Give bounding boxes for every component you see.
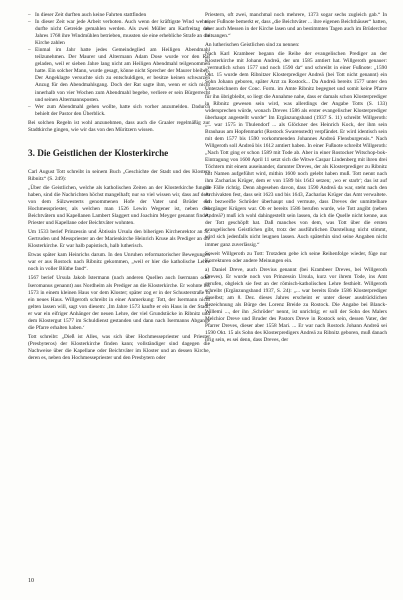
paragraph: a) Daniel Dreve, auch Drevius genannt (bei Krambeer Dreves, bei Willgeroth Dreves). Er wurde noch von Prinzessin Ursula, kurz vor ihrem Tode, ins Amt gerufen, obgleich sie fest an der römisch-katholischen Lehre festhielt. Willgeroth schreibt (Ergänzungsband 1937, S. 24): „... war bereits Ende 1586 Klosterprediger daselbst; am 8. Dez. dieses Jahres erscheint er unter dieser ausdrücklichen Bezeichnung als Bürge des Lorenz Breide zu Rostock. Die Angabe bei Blanck-Willemi ..., der ihn ‚Schröder‘ nennt, ist unrichtig; er soll der Sohn des Malers Melchior Dreve und Bruder des Pastors Dreve in Rostock sein, dessen Vater, der Pfarrer Dreves, dieser aber 1558 Mari. ... Er war nach Rostock Johann Andreä sei 1590 Okt. 15 als Sohn des Klosterpredigers Andreä zu Ribnitz geboren, muß danach irrig sein, es sei denn, dass Dreves, der [205,266,387,344]
paragraph: Etwas später kam Heinrichs darum. In den Unruhen reformatorischer Bewegungen war er aus Rostock nach Ribnitz gekommen, „weil er hier die katholische Lehre noch in voller Blüthe fand“. [28,252,210,273]
list-item: – In dieser Zeit durften auch keine Fahrten stattfinden [28,12,210,19]
page-number: 10 [28,578,34,584]
paragraph: Nach Karl Krambeer begann die Reihe der evangelischen Prediger an der Klosterkirche mit Johann Andreä, der um 1585 amtiert hat. Willgeroth genauer: „vermutlich schon 1577 und noch 1590 da“ und schreibt in einer Fußnote: „1590 Okt. 15 wurde dem Ribnitzer Klosterprediger Andreä (bei Tott nicht genannt) ein Sohn Johann geboren, später Arzt zu Rostock... Da Andreä bereits 1577 unter den Unterzeichnern der Conc. Form. im Amte Ribnitz begegnet und somit keine Pfarre für ihn übrigbleibt, so liegt die Annahme nahe, dass er damals schon Klosterprediger in Ribnitz gewesen sein wird, was allerdings der Angabe Totts (S. 133) widersprechen würde, wonach Dreves 1586 als erster evangelischer Klosterprediger überhaupt angestellt wurde“ Im Ergänzungsband (1937 S. 11) schreibt Willgeroth: „... war 1575 in Thulendorf ... als Glöckner des Heinrich Kock, der ihm sein Brauhaus am Hopfenmarkt (Rostock Swarenstedt) verpfändet. Er wird identisch sein mit dem 1577 bis 1590 vorkommenden Johannes Andreä Flensburgensis.“ Nach Willgeroth soll Andreä bis 1612 amtiert haben. In einer Fußnote schreibt Willgeroth: „Nach Tott ging er schon 1589 mit Tode ab. Aber in einer Rostocker Witschop-bok-Eintragung von 1600 April 11 setzt sich die Witwe Caspar Lindenberg mit ihren drei Töchtern mit einem auseinander, darunter Dreves, der als Klosterprediger zu Ribnitz mit Namen aufgeführt wird, mithin 1600 noch gelebt haben muß. Tott nennt nach ihm Zacharias Krüger, dem er von 1589 bis 1643 setzen; ‚wo er starb‘; das ist auf die Fälle richtig. Denn abgesehen davon, dass 1590 Andreä da war, steht nach den Archivakten fest, dass seit 1623 und bis 1643, Zacharias Krüger das Amt verwaltete. Ich bezweifle Schröder überhaupt und vermute, dass Dreves der unmittelbare Vorgänger Krügers war. Ob er bereits 1586 berufen wurde, wie Tott angibt (neben Andreä?) muß ich wohl dahingestellt sein lassen, da ich die Quelle nicht kenne, aus der Tott geschöpft hat. Daß manches von dem, was Tott über die ersten evangelischen Geistlichen gibt, trotz der ausführlichen Darstellung nicht stimmt, wird sich jedenfalls nicht leugnen lassen. Auch späterhin sind seine Angaben nicht immer ganz zuverlässig.“ [205,51,387,248]
section-heading: 3. Die Geistlichen der Klosterkirche [28,147,169,158]
list-item: – Einmal im Jahr hatte jedes Gemeindeglied am Heiligen Abendmahl teilzunehmen. Der Maurer und Altermann Adam Dose wurde vor den Rat geladen, weil er sieben Jahre lang nicht am Heiligen Abendmahl teilgenommen hatte. Ein solcher Mann, wurde gesagt, könne nicht Sprecher der Maurer bleiben. Der Angeklagte versuchte sich zu entschuldigen, er besitze keinen schwarzen Anzug für den Abendmahlsgang. Doch der Rat sagte ihm, wenn er sich nicht innerhalb von vier Wochen zum Abendmahl begebe, verliere er sein Bürgerrecht und seinen Altermannsposten. [28,47,210,103]
paragraph: Priestern, oft zwei, manchmal noch mehrere, 1373 sogar sechs zugleich gab.“ In einer Fußnote bemerkt er, dass „die Beichtväter ... ihre eigenen Beichthäuser“ hatten, aber auch Messen in der Kirche lasen und an bestimmten Tagen auch im Brüderchor mitsangen.“ [205,12,387,40]
right-column [205,12,387,346]
paragraph: Um 1533 berief Prinzessin und Äbtissin Ursula den biherigen Kirchenrektor an St. Gertruden und Messpriester an der Marienkirche Heinrich Kruse als Prediger an die Klosterkirche. Er war halb papistisch, halb lutherisch. [28,229,210,250]
left-column [28,12,210,364]
rules-list [28,12,210,118]
paragraph: An lutherischen Geistlichen sind zu nennen: [205,42,300,49]
list-item: – Wer zum Abendmahl gehen wollte, hatte sich vorher anzumelden. Dadurch behielt der Pastor den Überblick. [28,104,210,118]
paragraph: „Über die Geistlichen, welche als katholischen Zeiten an der Klosterkirche fungirt haben, sind die Nachrichten höchst mangelhaft; nur so viel wissen wir, dass auf dem von dem Sülzwesterts genommenen Hofe der Vater und Brüder ein Hochmesspriester, als welchen man 1526 Lewin Wegener ist, neben den Beichtvätern und Kapellanen Lambert Slaggert und Joachim Meyger genannt findet, Priester und Kapellane oder Beichtväter wohnten. [28,184,210,227]
paragraph: Bei solchen Regeln ist wohl anzunehmen, dass auch die Graaler regelmäßig zur Stadtkirche gingen, wie wir das von den Müritzern wissen. [28,119,210,133]
paragraph: 1567 berief Ursula Jakob Istermann (nach anderen Quellen auch Isermann oder Iseromanus genannt) aus Nordheim als Prediger an die Klosterkirche. Er wohnte bis 1573 in einem kleinen Haus vor dem Kloster; später zog er in der Schusterstraße in ein neues Haus. Willgeroth schreibt in einer Anmerkung: Tott, der Isermann nicht gelten lassen will, sagt von diesem: ‚Im Jahre 1573 kaufte er ein Haus in der Stadt; er war ein eifriger Anhänger der neuen Lehre, der viel Grundstücke in Ribnitz und dem Klostergut 1577 im Schuldienst gestanden und dann nach Isermanns Abgange die Pfarre erhalten haben.‘ [28,275,210,331]
list-item: – In dieser Zeit war jede Arbeit verboten. Auch wenn der kräftigste Wind wehte, durfte nicht Getreide gemahlen werden. Als zwei Müller am Karfreitag des Jahres 1768 ihre Windmühlen betrieben, mussten sie eine erhebliche Strafe an die Kirche zahlen [28,19,210,47]
paragraph: Carl August Tott schreibt in seinem Buch „Geschichte der Stadt und des Klosters Ribnitz“ (S. 249): [28,168,210,182]
paragraph: Soweit Willgeroth zu Tott: Trotzdem gebe ich seine Reihenfolge wieder, füge nur Korrekturen oder andere Meinungen ein. [205,250,387,264]
paragraph: Tott schreibt: „Dieß ist Alles, was sich über Hochmessepriester und Priester (Presbyteros) der Klosterkirche finden kann; vollständiger sind dagegen die Nachweise über die Kapellane oder Beichtväter im Kloster und an dessen Kirche, deren es, neben den Hochmessepriester und den Presbytern oder [28,333,210,361]
